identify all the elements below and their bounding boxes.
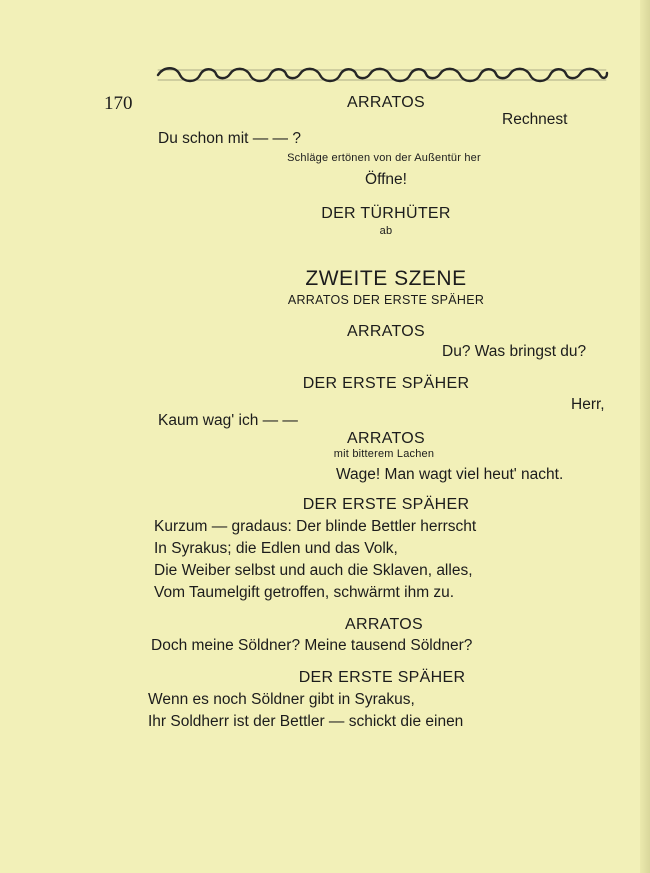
verse-line: Kaum wag' ich — — — [158, 412, 298, 429]
verse-line: Du schon mit — — ? — [158, 130, 301, 147]
speaker-name: DER ERSTE SPÄHER — [302, 375, 470, 392]
stage-direction: ab — [379, 225, 393, 237]
speaker-name: ARRATOS — [345, 616, 423, 633]
speaker-name: DER TÜRHÜTER — [321, 205, 451, 222]
page-edge — [640, 0, 650, 873]
verse-line: Doch meine Söldner? Meine tausend Söldner? — [151, 637, 473, 654]
verse-line: Ihr Soldherr ist der Bettler — schickt die einen — [148, 713, 464, 730]
verse-line: Herr, — [571, 396, 605, 413]
speaker-name: DER ERSTE SPÄHER — [298, 669, 466, 686]
ornament-border — [154, 64, 610, 84]
verse-line: In Syrakus; die Edlen und das Volk, — [154, 540, 398, 557]
running-head: ARRATOS — [347, 94, 425, 111]
stage-direction: mit bitterem Lachen — [333, 448, 435, 460]
speaker-name: ARRATOS — [347, 430, 425, 447]
scene-cast: ARRATOS DER ERSTE SPÄHER — [287, 293, 485, 307]
stage-direction: Schläge ertönen von der Außentür her — [287, 152, 481, 164]
verse-line: Du? Was bringst du? — [442, 343, 587, 360]
verse-line: Rechnest — [502, 111, 568, 128]
speaker-name: DER ERSTE SPÄHER — [302, 496, 470, 513]
verse-line: Öffne! — [365, 171, 407, 188]
page-number: 170 — [104, 93, 133, 114]
verse-line: Wage! Man wagt viel heut' nacht. — [336, 466, 564, 483]
verse-line: Die Weiber selbst und auch die Sklaven, alles, — [154, 562, 473, 579]
verse-line: Wenn es noch Söldner gibt in Syrakus, — [148, 691, 415, 708]
scene-heading: ZWEITE SZENE — [305, 267, 467, 290]
speaker-name: ARRATOS — [347, 323, 425, 340]
verse-line: Kurzum — gradaus: Der blinde Bettler herrscht — [154, 518, 477, 535]
verse-line: Vom Taumelgift getroffen, schwärmt ihm zu. — [154, 584, 455, 601]
